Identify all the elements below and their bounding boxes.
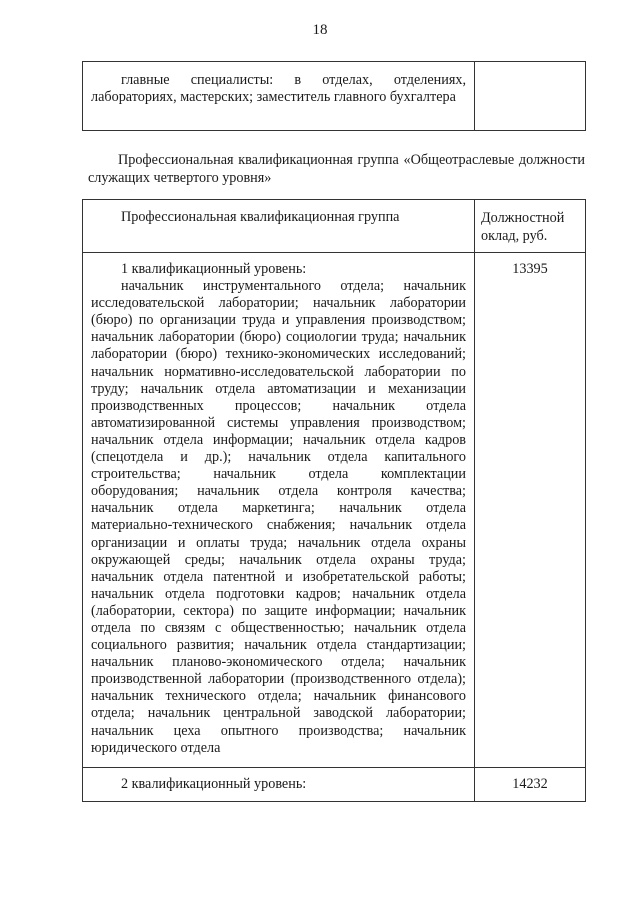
table-cell (83, 62, 475, 131)
main-table (82, 199, 586, 802)
table-row (83, 253, 586, 768)
salary-cell (475, 62, 586, 131)
header-group-cell: Профессиональная квалификационная группа (83, 200, 475, 253)
page-number: 18 (312, 22, 328, 38)
level1-title: 1 квалификационный уровень: (121, 261, 307, 277)
level2-salary: 14232 (475, 767, 586, 801)
level1-positions: начальник инструментального отдела; начальник исследовательской лаборатории; начальник лаборатории (бюро) по организации труда и управления производством; начальник лаборатории (бюро) социологии труда; начальник лаборатории (бюро) технико-экономических исследований; начальник нормативно-исследовательской лаборатории по труду; начальник отдела автоматизации и механизации производственных процессов; начальник отдела автоматизированной системы управления производством; начальник отдела информации; начальник отдела кадров (спецотдела и др.); начальник отдела капитального строительства; начальник отдела комплектации оборудования; начальник отдела контроля качества; начальник отдела маркетинга; начальник отдела материально-технического снабжения; начальник отдела организации и оплаты труда; начальник отдела охраны окружающей среды; начальник отдела охраны труда; начальник отдела патентной и изобретательской работы; начальник отдела подготовки кадров; начальник отдела (лаборатории, сектора) по защите информации; начальник отдела по связям с общественностью; начальник отдела социального развития; начальник отдела стандартизации; начальник планово-экономического отдела; начальник производственной лаборатории (производственного отдела); начальник технического отдела; начальник финансового отдела; начальник центральной заводской лаборатории; начальник цеха опытного производства; начальник юридического отдела (91, 278, 466, 756)
top-table (82, 61, 586, 131)
table-header-row (83, 200, 586, 253)
section-heading: Профессиональная квалификационная группа «Общеотраслевые должности служащих четвертого уровня» (88, 152, 585, 186)
position-list-text: главные специалисты: в отделах, отделениях, лабораториях, мастерских; заместитель главного бухгалтера (91, 72, 466, 106)
level2-title: 2 квалификационный уровень: (83, 767, 475, 801)
table-row (83, 767, 586, 801)
table-row (83, 62, 586, 131)
level1-salary: 13395 (475, 253, 586, 768)
header-salary-cell: Должностной оклад, руб. (475, 200, 586, 253)
level1-cell (83, 253, 475, 768)
